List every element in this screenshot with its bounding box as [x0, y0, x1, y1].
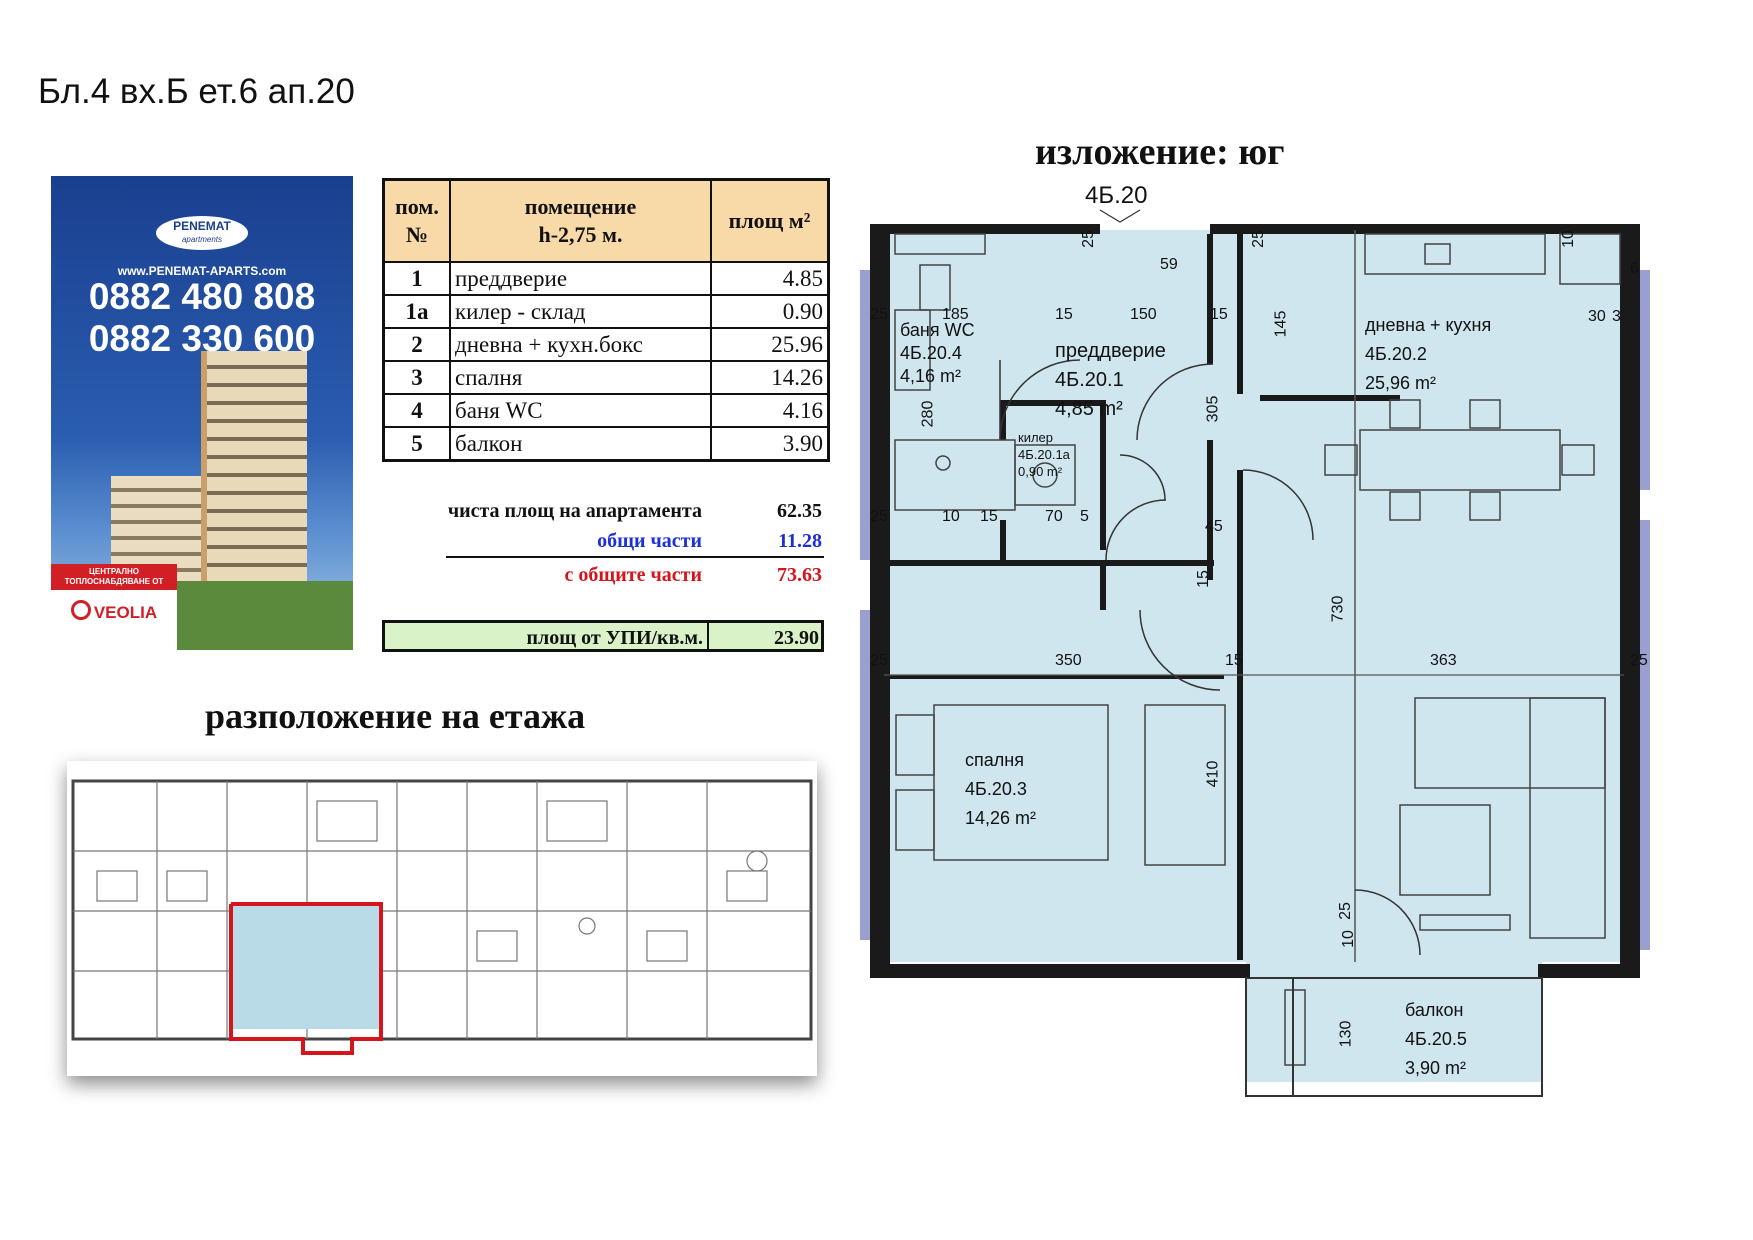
dim-label: 70 — [1045, 508, 1063, 525]
room-label-hallway: преддверие 4Б.20.1 4,85 m² — [1055, 340, 1166, 420]
table-cell-area: 4.16 — [711, 394, 829, 427]
table-header-row — [384, 180, 829, 263]
dim-label: 25 — [870, 508, 888, 525]
dim-label: 15 — [1055, 306, 1073, 323]
col-header-number: пом. № — [384, 180, 451, 263]
dim-label: 5 — [1080, 508, 1089, 525]
table-cell-no: 3 — [384, 361, 451, 394]
dim-label: 130 — [1337, 1020, 1355, 1048]
floor-layout-drawing — [67, 761, 817, 1076]
dim-label: 350 — [1055, 652, 1082, 669]
dim-label: 363 — [1430, 652, 1457, 669]
dim-label: 10 — [942, 508, 960, 525]
total-area-label: с общите части — [564, 564, 702, 586]
table-cell-no: 1а — [384, 295, 451, 328]
dim-label: 25 — [1249, 230, 1267, 248]
dim-label: 10 — [1559, 230, 1577, 248]
dim-label: 15 — [1210, 306, 1228, 323]
table-cell-no: 2 — [384, 328, 451, 361]
room-label-bathroom: баня WC 4Б.20.4 4,16 m² — [900, 320, 975, 386]
dim-label: 15 — [980, 508, 998, 525]
upi-area-box — [382, 620, 824, 652]
net-area-label: чиста площ на апартамента — [447, 500, 702, 522]
table-cell-no: 5 — [384, 427, 451, 461]
veolia-logo: VEOLIA — [51, 600, 177, 623]
dim-label: 30 — [1588, 308, 1606, 325]
table-cell-area: 0.90 — [711, 295, 829, 328]
dim-label: 305 — [1204, 395, 1222, 423]
table-row — [384, 262, 829, 295]
upi-area-value: 23.90 — [707, 623, 819, 651]
room-schedule-table — [382, 178, 830, 462]
table-row — [384, 328, 829, 361]
phone-number-2: 0882 330 600 — [88, 318, 316, 359]
floor-layout-image — [67, 761, 817, 1076]
building-image — [201, 351, 307, 581]
net-area-value: 62.35 — [777, 500, 822, 522]
dim-label: 6 — [1630, 260, 1639, 277]
table-cell-name: килер - склад — [450, 295, 711, 328]
table-cell-no: 4 — [384, 394, 451, 427]
veolia-badge — [51, 564, 177, 650]
dim-label: 45 — [1205, 518, 1223, 535]
table-cell-name: спалня — [450, 361, 711, 394]
dim-label: 25 — [1336, 902, 1354, 920]
table-cell-no: 1 — [384, 262, 451, 295]
table-cell-name: преддверие — [450, 262, 711, 295]
dim-label: 185 — [942, 306, 969, 323]
dim-label: 25 — [870, 306, 888, 323]
apartment-floor-plan — [860, 182, 1660, 1135]
table-cell-area: 4.85 — [711, 262, 829, 295]
table-row — [384, 427, 829, 461]
penemat-logo: PENEMAT apartments — [156, 216, 248, 250]
dim-label: 730 — [1329, 595, 1347, 623]
table-cell-name: дневна + кухн.бокс — [450, 328, 711, 361]
upi-area-label: площ от УПИ/кв.м. — [526, 627, 703, 649]
dim-label: 25 — [870, 652, 888, 669]
table-cell-area: 14.26 — [711, 361, 829, 394]
orientation-heading: изложение: юг — [1035, 131, 1285, 173]
dim-label: 59 — [1160, 256, 1178, 273]
total-area-value: 73.63 — [777, 564, 822, 586]
website-url: www.PENEMAT-APARTS.com — [117, 264, 287, 278]
dim-label: 280 — [919, 400, 937, 428]
room-label-balcony: балкон 4Б.20.5 3,90 m² — [1405, 1000, 1467, 1078]
table-cell-area: 25.96 — [711, 328, 829, 361]
dim-label: 145 — [1272, 310, 1290, 338]
dim-label: 150 — [1130, 306, 1157, 323]
col-header-area: площ м² — [711, 180, 829, 263]
common-parts-label: общи части — [597, 530, 702, 552]
room-label-storage: килер 4Б.20.1а 0,90 m² — [1018, 430, 1070, 479]
table-cell-name: баня WC — [450, 394, 711, 427]
room-label-living-kitchen: дневна + кухня 4Б.20.2 25,96 m² — [1365, 315, 1492, 393]
table-cell-area: 3.90 — [711, 427, 829, 461]
common-parts-value: 11.28 — [778, 530, 822, 552]
table-row — [384, 394, 829, 427]
dim-label: 25 — [1079, 230, 1097, 248]
table-cell-name: балкон — [450, 427, 711, 461]
floor-layout-heading: разположение на етажа — [205, 696, 586, 736]
dim-label: 3 — [1612, 308, 1621, 325]
table-row — [384, 295, 829, 328]
heating-note: ЦЕНТРАЛНО ТОПЛОСНАБДЯВАНЕ ОТ — [51, 564, 177, 590]
room-label-bedroom: спалня 4Б.20.3 14,26 m² — [965, 750, 1037, 828]
dim-label: 15 — [1194, 570, 1212, 588]
col-header-room: помещение h-2,75 м. — [450, 180, 711, 263]
phone-number-1: 0882 480 808 — [88, 276, 316, 317]
advertisement-banner — [51, 176, 353, 650]
dim-label: 10 — [1339, 930, 1357, 948]
dim-label: 15 — [1225, 652, 1243, 669]
summary-divider — [446, 556, 824, 558]
unit-title: Бл.4 вх.Б ет.6 ап.20 — [38, 72, 355, 111]
table-row — [384, 361, 829, 394]
dim-label: 25 — [1630, 652, 1648, 669]
floor-plan-drawing — [860, 190, 1660, 1135]
apartment-code: 4Б.20 — [1085, 182, 1148, 209]
dim-label: 410 — [1204, 760, 1222, 788]
